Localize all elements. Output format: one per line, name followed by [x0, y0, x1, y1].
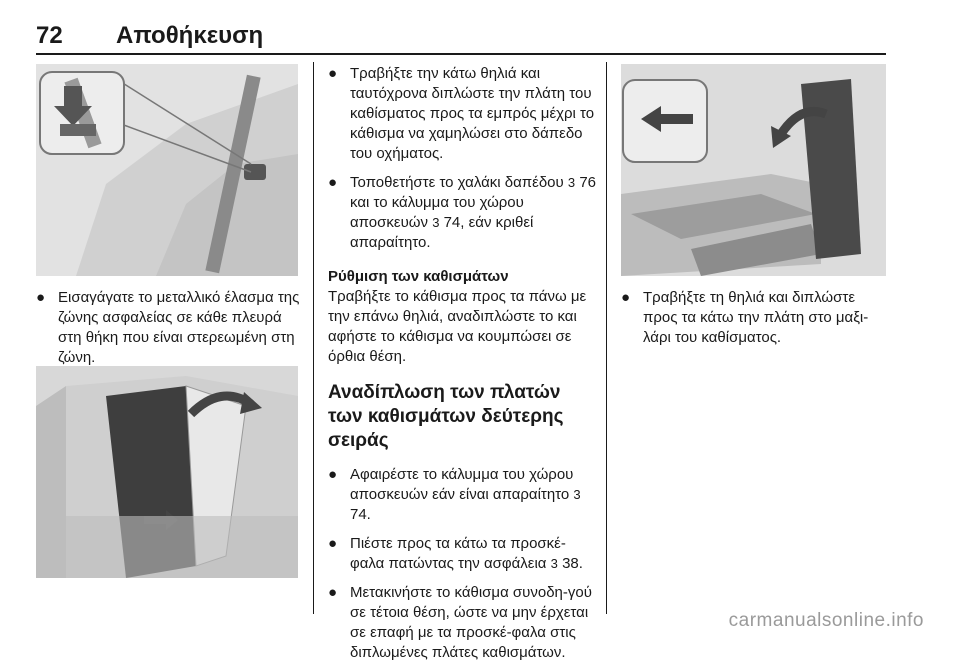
reference-arrow-icon: 3 [567, 175, 576, 190]
bullet-dot: ● [328, 535, 338, 552]
watermark: carmanualsonline.info [728, 610, 924, 631]
bullet-dot: ● [328, 65, 338, 82]
column-divider-2 [606, 62, 607, 614]
right-column-text [621, 288, 889, 357]
seat-fold-illustration [36, 366, 298, 578]
bullet-text: Τραβήξτε τη θηλιά και διπλώστε προς τα κάτω την πλάτη στο μαξι-λάρι του καθίσματος. [643, 289, 869, 346]
reference-arrow-icon: 3 [550, 556, 558, 571]
bullet-dot: ● [328, 174, 338, 191]
bullet-text: Μετακινήστε το κάθισμα συνοδη-γού σε τέτοια θέση, ώστε να μην έρχεται σε επαφή με τα προσκέ-φαλα στις διπλωμένες πλάτες καθισμάτων. [350, 584, 592, 661]
figure-cushion-fold-illustration [621, 64, 886, 276]
middle-column-text [328, 64, 598, 672]
bullet-text: Πιέστε προς τα κάτω τα προσκέ-φαλα πατώντας την ασφάλεια [350, 535, 566, 572]
list-item [328, 465, 598, 525]
list-item [328, 534, 598, 574]
paragraph: Τραβήξτε το κάθισμα προς τα πάνω με την επάνω θηλιά, αναδιπλώστε το και αφήστε το κάθισμα να κουμπώσει σε όρθια θέση. [328, 288, 587, 365]
bullet-text: 74. [350, 506, 371, 523]
cushion-fold-illustration [621, 64, 886, 276]
bullet-text: 38. [562, 555, 583, 572]
figure-seatbelt-illustration [36, 64, 298, 276]
subheading: Ρύθμιση των καθισμάτων [328, 268, 509, 285]
list-item [328, 173, 598, 253]
bullet-text: Εισαγάγατε το μεταλλικό έλασμα της ζώνης ασφαλείας σε κάθε πλευρά στη θήκη που είναι στερεωμένη στη ζώνη. [58, 289, 300, 366]
figure-seat-fold-illustration [36, 366, 298, 578]
bullet-dot: ● [328, 466, 338, 483]
bullet-text: Αφαιρέστε το κάλυμμα του χώρου αποσκευών εάν είναι απαραίτητο [350, 466, 574, 503]
bullet-dot: ● [621, 289, 631, 306]
section-heading: Αναδίπλωση των πλατών των καθισμάτων δεύτερης σειράς [328, 382, 564, 451]
bullet-text: 74, εάν κριθεί απαραίτητο. [350, 214, 534, 251]
bullet-text: Τοποθετήστε το χαλάκι δαπέδου [350, 174, 564, 191]
header-rule [36, 53, 886, 55]
chapter-title: Αποθήκευση [116, 22, 264, 49]
list-item [621, 288, 889, 348]
bullet-dot: ● [328, 584, 338, 601]
list-item [328, 64, 598, 164]
list-item [328, 583, 598, 663]
list-item [36, 288, 301, 368]
bullet-dot: ● [36, 289, 46, 306]
column-divider-1 [313, 62, 314, 614]
seatbelt-illustration [36, 64, 298, 276]
reference-arrow-icon: 3 [573, 487, 581, 502]
page-header [36, 22, 886, 52]
bullet-text: 76 και το κάλυμμα του χώρου αποσκευών [350, 174, 596, 231]
left-column-text [36, 288, 301, 377]
bullet-text: Τραβήξτε την κάτω θηλιά και ταυτόχρονα διπλώστε την πλάτη του καθίσματος προς τα εμπρός μέχρι το κάθισμα να χαμηλώσει στο δάπεδο του οχήματος. [350, 65, 595, 162]
reference-arrow-icon: 3 [432, 215, 440, 230]
page-number: 72 [36, 22, 63, 49]
